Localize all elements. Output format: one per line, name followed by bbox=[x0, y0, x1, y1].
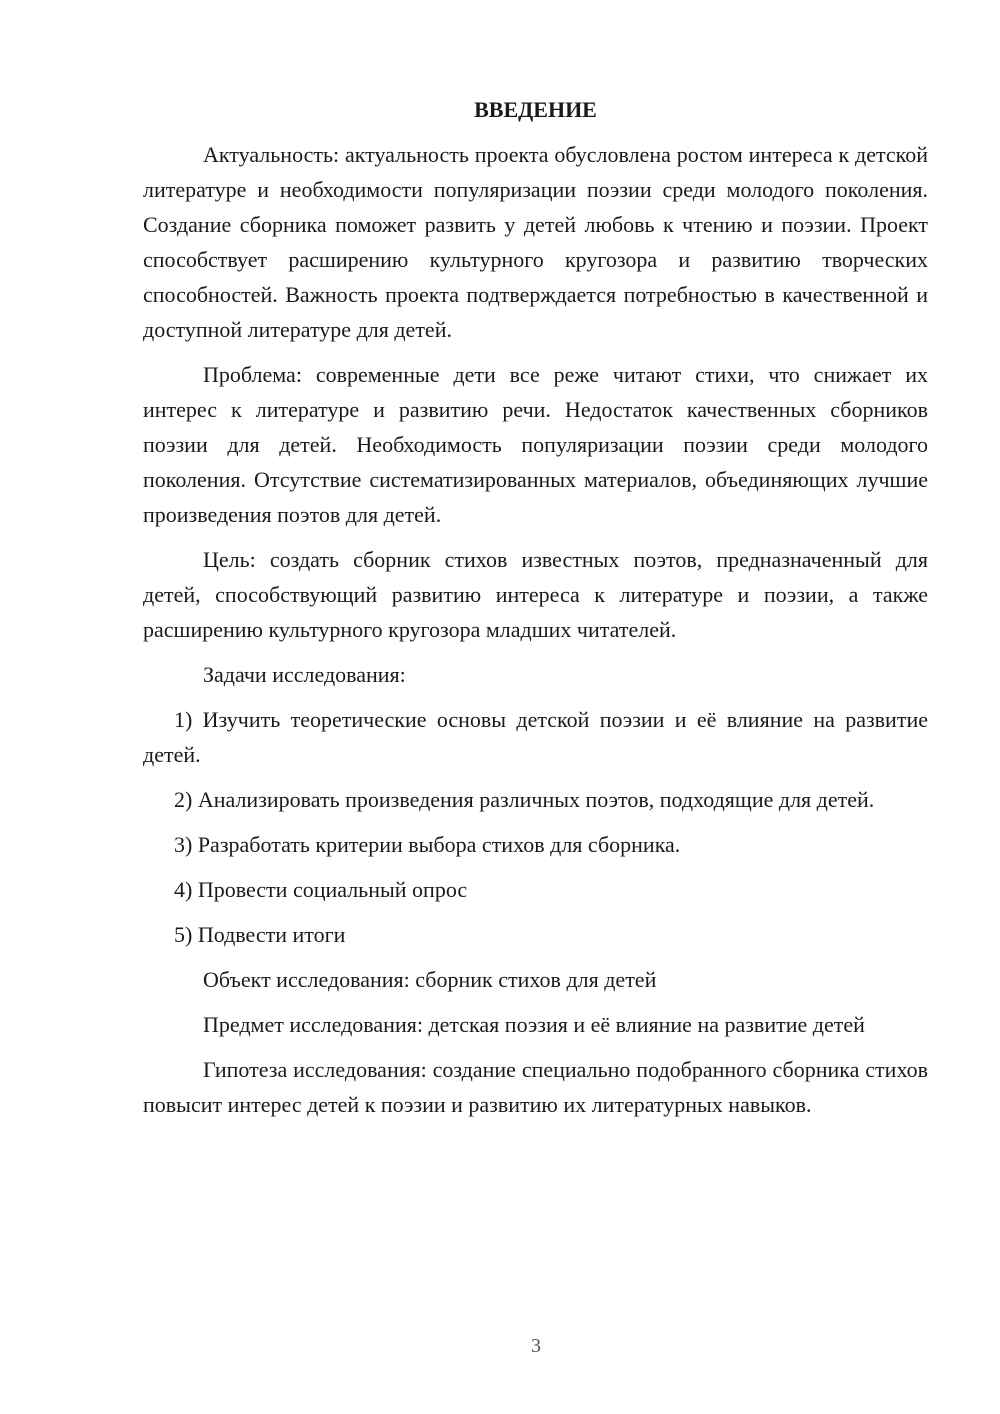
task-item-5: 5) Подвести итоги bbox=[174, 922, 346, 947]
relevance-paragraph: Актуальность: актуальность проекта обусловлена ростом интереса к детской литературе и необходимости популяризации поэзии среди молодого поколения. Создание сборника поможет развить у детей любовь к чтению и поэзии. Проект способствует расширению культурного кругозора и развитию творческих способностей. Важность проекта подтверждается потребностью в качественной и доступной литературе для детей. bbox=[143, 142, 928, 342]
hypothesis-paragraph: Гипотеза исследования: создание специально подобранного сборника стихов повысит интерес детей к поэзии и развитию их литературных навыков. bbox=[143, 1057, 928, 1117]
object-paragraph: Объект исследования: сборник стихов для детей bbox=[203, 967, 657, 992]
subject-paragraph: Предмет исследования: детская поэзия и её влияние на развитие детей bbox=[203, 1012, 865, 1037]
task-item-4: 4) Провести социальный опрос bbox=[174, 877, 468, 902]
page-body bbox=[143, 92, 928, 1132]
task-item-3: 3) Разработать критерии выбора стихов для сборника. bbox=[174, 832, 681, 857]
task-item-2: 2) Анализировать произведения различных поэтов, подходящие для детей. bbox=[174, 787, 875, 812]
problem-paragraph: Проблема: современные дети все реже читают стихи, что снижает их интерес к литературе и развитию речи. Недостаток качественных сборников поэзии для детей. Необходимость популяризации поэзии среди молодого поколения. Отсутствие систематизированных материалов, объединяющих лучшие произведения поэтов для детей. bbox=[143, 362, 928, 527]
page-number: 3 bbox=[531, 1335, 541, 1357]
task-item-1: 1) Изучить теоретические основы детской поэзии и её влияние на развитие детей. bbox=[143, 707, 928, 767]
page-title: ВВЕДЕНИЕ bbox=[474, 97, 597, 122]
tasks-heading: Задачи исследования: bbox=[203, 662, 406, 687]
goal-paragraph: Цель: создать сборник стихов известных поэтов, предназначенный для детей, способствующий развитию интереса к литературе и поэзии, а также расширению культурного кругозора младших читателей. bbox=[143, 547, 928, 642]
